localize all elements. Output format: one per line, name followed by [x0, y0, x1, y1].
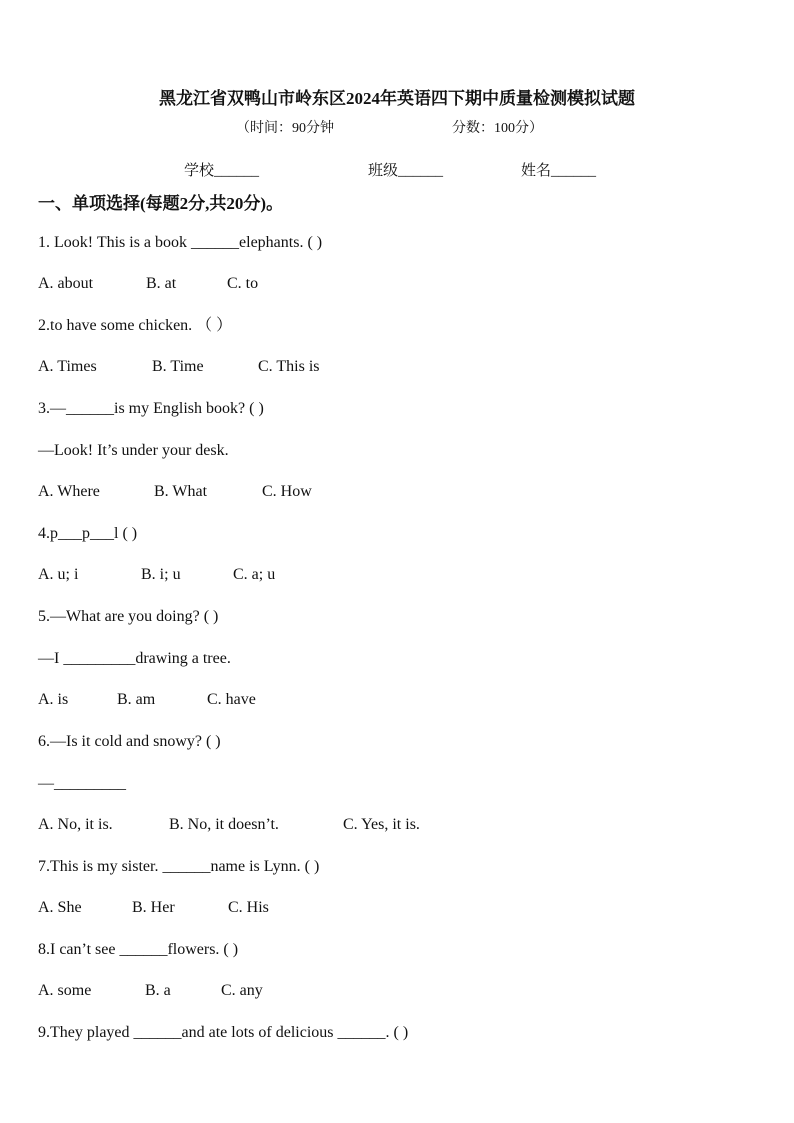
- question-7-options: [38, 898, 269, 918]
- question-8-options: [38, 981, 263, 1001]
- question-2-stem: 2.to have some chicken. （ ）: [38, 317, 233, 334]
- question-4-options: [38, 565, 275, 585]
- option-a: A. about: [38, 275, 94, 292]
- exam-score: 分数：100分）: [452, 121, 543, 136]
- question-7-stem: 7.This is my sister. ______name is Lynn. ( ): [38, 858, 320, 875]
- option-b: B. No, it doesn’t.: [169, 816, 279, 833]
- question-9-stem: 9.They played ______and ate lots of delicious ______. ( ): [38, 1024, 409, 1041]
- question-5-line2: —I _________drawing a tree.: [38, 650, 231, 667]
- option-a: A. is: [38, 691, 69, 708]
- question-5-stem: 5.—What are you doing? ( ): [38, 608, 219, 625]
- option-a: A. u; i: [38, 566, 79, 583]
- option-b: B. Time: [152, 358, 204, 375]
- question-3-stem: 3.—______is my English book? ( ): [38, 400, 264, 417]
- option-b: B. i; u: [141, 566, 181, 583]
- option-b: B. What: [154, 483, 208, 500]
- option-a: A. No, it is.: [38, 816, 113, 833]
- question-8-stem: 8.I can’t see ______flowers. ( ): [38, 941, 239, 958]
- question-1-stem: 1. Look! This is a book ______elephants. ( ): [38, 234, 323, 251]
- option-a: A. Where: [38, 483, 100, 500]
- option-b: B. am: [117, 691, 156, 708]
- option-b: B. a: [145, 982, 171, 999]
- question-2-options: [38, 357, 320, 377]
- option-b: B. Her: [132, 899, 175, 916]
- question-6-options: [38, 815, 420, 835]
- question-6-stem: 6.—Is it cold and snowy? ( ): [38, 733, 221, 750]
- question-3-line2: —Look! It’s under your desk.: [38, 442, 229, 459]
- option-c: C. have: [207, 691, 256, 708]
- option-c: C. How: [262, 483, 312, 500]
- class-field: 班级______: [368, 163, 444, 179]
- question-5-options: [38, 690, 256, 710]
- section-heading: 一、单项选择(每题2分,共20分)。: [38, 194, 284, 213]
- question-3-options: [38, 482, 312, 502]
- school-field: 学校______: [184, 163, 260, 179]
- page-title: 黑龙江省双鸭山市岭东区2024年英语四下期中质量检测模拟试题: [159, 89, 635, 108]
- option-c: C. His: [228, 899, 269, 916]
- option-a: A. She: [38, 899, 82, 916]
- name-field: 姓名______: [521, 163, 597, 179]
- option-a: A. Times: [38, 358, 97, 375]
- question-4-stem: 4.p___p___l ( ): [38, 525, 138, 542]
- option-c: C. to: [227, 275, 259, 292]
- option-b: B. at: [146, 275, 177, 292]
- exam-time: （时间：90分钟: [236, 121, 334, 136]
- option-c: C. a; u: [233, 566, 276, 583]
- option-c: C. Yes, it is.: [343, 816, 420, 833]
- option-c: C. This is: [258, 358, 320, 375]
- option-c: C. any: [221, 982, 263, 999]
- option-a: A. some: [38, 982, 92, 999]
- question-6-line2: —_________: [38, 775, 126, 792]
- question-1-options: [38, 274, 258, 294]
